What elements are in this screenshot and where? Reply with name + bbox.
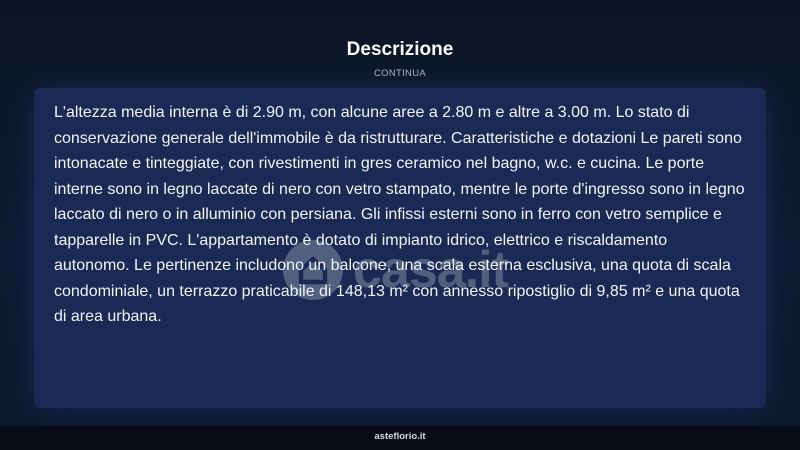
continue-link[interactable]: CONTINUA [373, 68, 426, 79]
watermark-text: casa.it [353, 241, 508, 299]
description-card [34, 88, 766, 408]
description-text: L'altezza media interna è di 2.90 m, con alcune aree a 2.80 m e altre a 3.00 m. Lo stato di conservazione generale dell'immobile è da ristrutturare. Caratteristiche e dotazioni Le pareti sono intonacate e tinteggiate, con rivestimenti in gres ceramico nel bagno, w.c. e cucina. Le porte interne sono in legno laccate di nero con vetro stampato, mentre le porte d'ingresso sono in legno laccato di nero o in alluminio con persiana. Gli infissi esterni sono in ferro con vetro semplice e tapparelle in PVC. L'appartamento è dotato di impianto idrico, elettrico e riscaldamento autonomo. Le pertinenze includono un balcone, una scala esterna esclusiva, una quota di scala condominiale, un terrazzo praticabile di 148,13 m² con annesso ripostiglio di 9,85 m² e una quota di area urbana. [54, 104, 745, 325]
header [0, 38, 800, 81]
footer [0, 426, 800, 450]
page-title: Descrizione [346, 39, 454, 60]
footer-domain: asteflorio.it [374, 431, 426, 442]
